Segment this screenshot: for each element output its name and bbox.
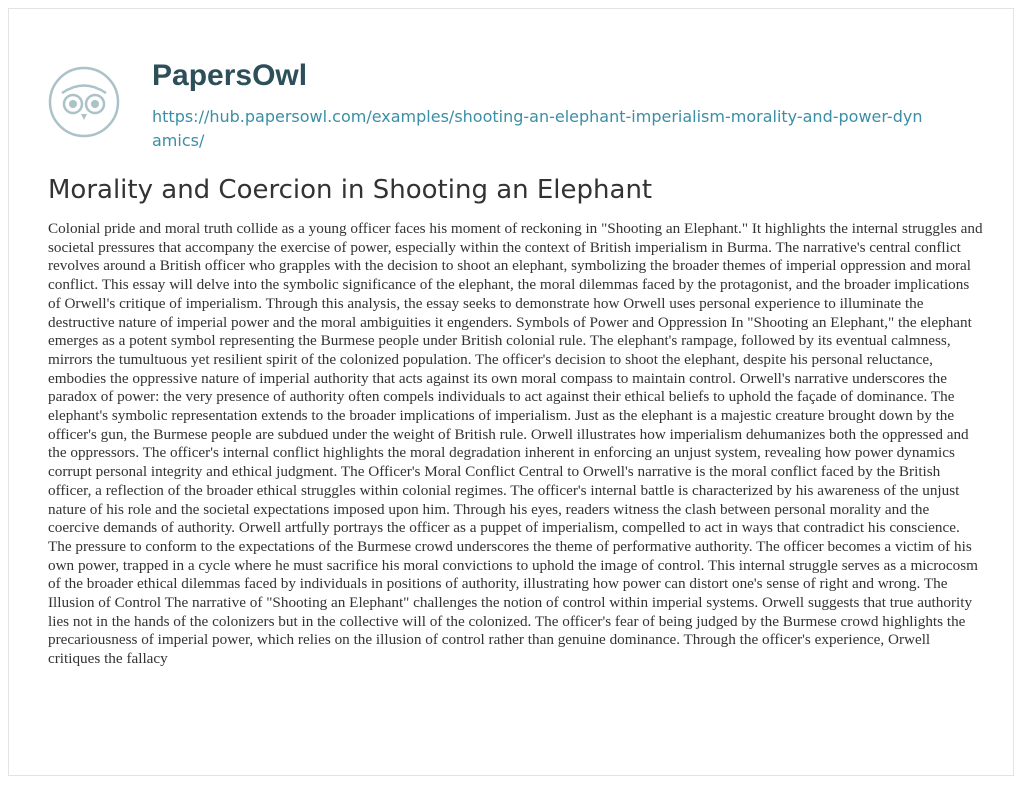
page-title: Morality and Coercion in Shooting an Elephant xyxy=(48,175,653,205)
source-link[interactable]: https://hub.papersowl.com/examples/shooting-an-elephant-imperialism-morality-and-power-dynamics/ xyxy=(152,107,923,150)
article-body: Colonial pride and moral truth collide as a young officer faces his moment of reckoning in "Shooting an Elephant." It highlights the internal struggles and societal pressures that accompany the exercise of power, especially within the context of British imperialism in Burma. The narrative's central conflict revolves around a British officer who grapples with the decision to shoot an elephant, symbolizing the broader themes of imperial oppression and moral conflict. This essay will delve into the symbolic significance of the elephant, the moral dilemmas faced by the protagonist, and the broader implications of Orwell's critique of imperialism. Through this analysis, the essay seeks to demonstrate how Orwell uses personal experience to illuminate the destructive nature of imperial power and the moral ambiguities it engenders. Symbols of Power and Oppression In "Shooting an Elephant," the elephant emerges as a potent symbol representing the Burmese people under British colonial rule. The elephant's rampage, followed by its eventual calmness, mirrors the tumultuous yet resilient spirit of the colonized population. The officer's decision to shoot the elephant, despite his personal reluctance, embodies the oppressive nature of imperial authority that acts against its own moral compass to maintain control. Orwell's narrative underscores the paradox of power: the very presence of authority often compels individuals to act against their ethical beliefs to uphold the façade of dominance. The elephant's symbolic representation extends to the broader implications of imperialism. Just as the elephant is a majestic creature brought down by the officer's gun, the Burmese people are subdued under the weight of British rule. Orwell illustrates how imperialism dehumanizes both the oppressed and the oppressors. The officer's internal conflict highlights the moral degradation inherent in enforcing an unjust system, revealing how power dynamics corrupt personal integrity and ethical judgment. The Officer's Moral Conflict Central to Orwell's narrative is the moral conflict faced by the British officer, a reflection of the broader ethical struggles within colonial regimes. The officer's internal battle is characterized by his awareness of the unjust nature of his role and the societal expectations imposed upon him. Through his eyes, readers witness the clash between personal morality and the coercive demands of authority. Orwell artfully portrays the officer as a puppet of imperialism, compelled to act in ways that contradict his conscience. The pressure to conform to the expectations of the Burmese crowd underscores the theme of performative authority. The officer becomes a victim of his own power, trapped in a cycle where he must sacrifice his moral convictions to uphold the image of control. This internal struggle serves as a microcosm of the broader ethical dilemmas faced by individuals in positions of authority, illustrating how power can distort one's sense of right and wrong. The Illusion of Control The narrative of "Shooting an Elephant" challenges the notion of control within imperial systems. Orwell suggests that true authority lies not in the hands of the colonizers but in the collective will of the colonized. The officer's fear of being judged by the Burmese crowd highlights the precariousness of imperial power, which relies on the illusion of control rather than genuine dominance. Through the officer's experience, Orwell critiques the fallacy xyxy=(48,220,983,668)
owl-face-icon xyxy=(48,66,120,138)
brand-name: PapersOwl xyxy=(152,59,308,92)
page-header xyxy=(48,58,1008,158)
